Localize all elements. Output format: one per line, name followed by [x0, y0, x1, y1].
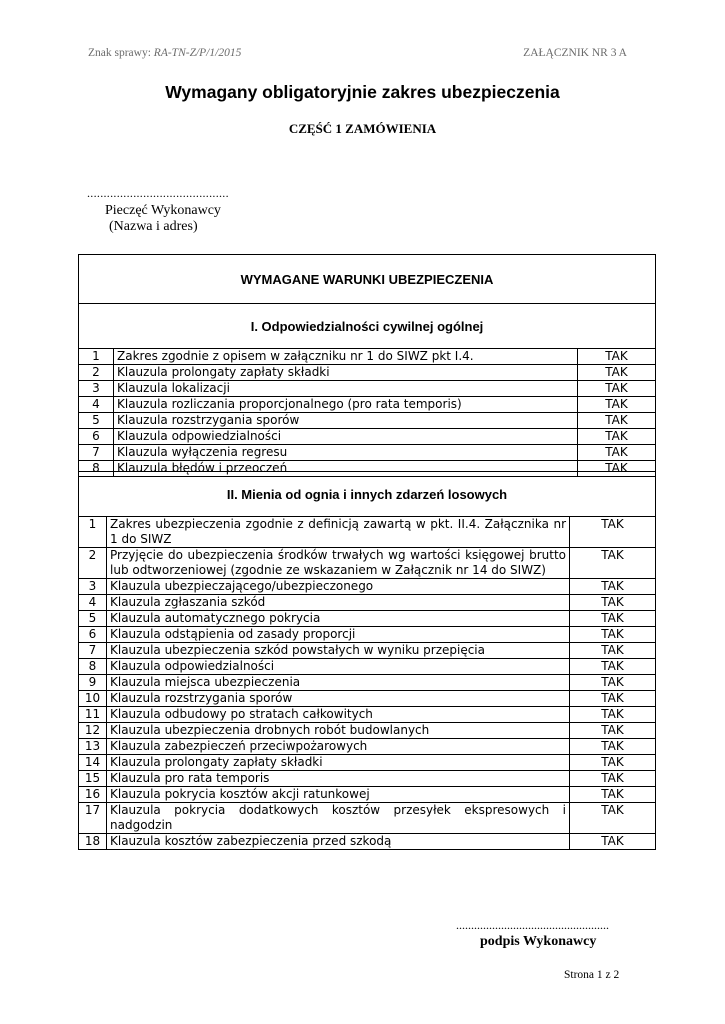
- row-number: 4: [79, 397, 114, 413]
- table-row: [79, 739, 656, 755]
- table-row: [79, 659, 656, 675]
- row-description: Klauzula zabezpieczeń przeciwpożarowych: [107, 739, 570, 755]
- row-description: Klauzula odbudowy po stratach całkowitych: [107, 707, 570, 723]
- row-number: 1: [79, 517, 107, 548]
- row-number: 8: [79, 461, 114, 477]
- row-number: 14: [79, 755, 107, 771]
- row-value: TAK: [578, 365, 656, 381]
- row-number: 11: [79, 707, 107, 723]
- row-number: 12: [79, 723, 107, 739]
- page-number: Strona 1 z 2: [564, 969, 620, 981]
- table-row: [79, 787, 656, 803]
- table-row: [79, 755, 656, 771]
- row-description: Klauzula ubezpieczającego/ubezpieczonego: [107, 579, 570, 595]
- row-value: TAK: [578, 397, 656, 413]
- stamp-dots: ...........................................: [87, 186, 229, 200]
- table-row: [79, 723, 656, 739]
- attachment-label: ZAŁĄCZNIK NR 3 A: [523, 47, 627, 59]
- row-description: Przyjęcie do ubezpieczenia środków trwałych wg wartości księgowej brutto lub odtworzeniowej (zgodnie ze wskazaniem w Załącznik nr 14 do SIWZ): [107, 548, 570, 579]
- row-number: 7: [79, 643, 107, 659]
- row-description: Zakres zgodnie z opisem w załączniku nr 1 do SIWZ pkt I.4.: [114, 349, 578, 365]
- row-number: 5: [79, 413, 114, 429]
- row-number: 7: [79, 445, 114, 461]
- row-description: Klauzula ubezpieczenia drobnych robót budowlanych: [107, 723, 570, 739]
- table-row: [79, 349, 656, 365]
- row-number: 18: [79, 834, 107, 850]
- row-number: 3: [79, 579, 107, 595]
- row-description: Klauzula automatycznego pokrycia: [107, 611, 570, 627]
- row-value: TAK: [570, 834, 656, 850]
- row-value: TAK: [570, 579, 656, 595]
- main-heading-box: [78, 254, 656, 304]
- section2-heading-box: [78, 471, 656, 517]
- case-label: Znak sprawy:: [88, 47, 151, 59]
- row-value: TAK: [570, 771, 656, 787]
- section2-heading: II. Mienia od ognia i innych zdarzeń losowych: [226, 486, 508, 502]
- row-value: TAK: [570, 675, 656, 691]
- row-number: 2: [79, 548, 107, 579]
- document-title: Wymagany obligatoryjnie zakres ubezpieczenia: [165, 82, 560, 102]
- row-number: 8: [79, 659, 107, 675]
- row-value: TAK: [578, 381, 656, 397]
- section1-table: [78, 348, 656, 477]
- case-number-header: [88, 47, 241, 59]
- row-value: TAK: [570, 707, 656, 723]
- row-value: TAK: [578, 349, 656, 365]
- table-row: [79, 517, 656, 548]
- row-description: Klauzula błędów i przeoczeń: [114, 461, 578, 477]
- row-description: Klauzula rozstrzygania sporów: [114, 413, 578, 429]
- document-subtitle: CZĘŚĆ 1 ZAMÓWIENIA: [288, 121, 437, 136]
- row-number: 2: [79, 365, 114, 381]
- case-number: RA-TN-Z/P/1/2015: [153, 47, 242, 59]
- row-description: Klauzula pokrycia kosztów akcji ratunkowej: [107, 787, 570, 803]
- table-row: [79, 397, 656, 413]
- row-value: TAK: [570, 787, 656, 803]
- table-row: [79, 643, 656, 659]
- signature-label: podpis Wykonawcy: [480, 934, 597, 949]
- table-row: [79, 771, 656, 787]
- row-value: TAK: [578, 413, 656, 429]
- row-value: TAK: [570, 691, 656, 707]
- row-description: Klauzula pro rata temporis: [107, 771, 570, 787]
- row-description: Klauzula miejsca ubezpieczenia: [107, 675, 570, 691]
- row-description: Klauzula wyłączenia regresu: [114, 445, 578, 461]
- row-number: 17: [79, 803, 107, 834]
- row-number: 16: [79, 787, 107, 803]
- table-row: [79, 381, 656, 397]
- row-description: Klauzula zgłaszania szkód: [107, 595, 570, 611]
- row-description: Zakres ubezpieczenia zgodnie z definicją zawartą w pkt. II.4. Załącznika nr 1 do SIWZ: [107, 517, 570, 548]
- row-description: Klauzula lokalizacji: [114, 381, 578, 397]
- row-number: 3: [79, 381, 114, 397]
- table-row: [79, 707, 656, 723]
- row-value: TAK: [570, 723, 656, 739]
- row-value: TAK: [578, 445, 656, 461]
- table-row: [79, 691, 656, 707]
- row-description: Klauzula ubezpieczenia szkód powstałych w wyniku przepięcia: [107, 643, 570, 659]
- row-description: Klauzula prolongaty zapłaty składki: [114, 365, 578, 381]
- row-value: TAK: [570, 803, 656, 834]
- section1-heading: I. Odpowiedzialności cywilnej ogólnej: [250, 318, 484, 334]
- row-number: 13: [79, 739, 107, 755]
- row-value: TAK: [570, 755, 656, 771]
- row-description: Klauzula odpowiedzialności: [107, 659, 570, 675]
- row-description: Klauzula rozstrzygania sporów: [107, 691, 570, 707]
- table-row: [79, 579, 656, 595]
- table-row: [79, 365, 656, 381]
- row-number: 1: [79, 349, 114, 365]
- stamp-sublabel: (Nazwa i adres): [109, 219, 198, 234]
- table-row: [79, 595, 656, 611]
- row-description: Klauzula kosztów zabezpieczenia przed szkodą: [107, 834, 570, 850]
- row-value: TAK: [570, 548, 656, 579]
- table-row: [79, 413, 656, 429]
- row-description: Klauzula pokrycia dodatkowych kosztów przesyłek ekspresowych i nadgodzin: [107, 803, 570, 834]
- row-number: 15: [79, 771, 107, 787]
- row-value: TAK: [570, 659, 656, 675]
- row-number: 6: [79, 429, 114, 445]
- row-number: 6: [79, 627, 107, 643]
- table-row: [79, 548, 656, 579]
- table-row: [79, 675, 656, 691]
- row-number: 5: [79, 611, 107, 627]
- table-row: [79, 429, 656, 445]
- table-row: [79, 611, 656, 627]
- section2-table: [78, 516, 656, 850]
- stamp-label: Pieczęć Wykonawcy: [105, 203, 221, 218]
- row-value: TAK: [578, 461, 656, 477]
- row-description: Klauzula rozliczania proporcjonalnego (pro rata temporis): [114, 397, 578, 413]
- row-description: Klauzula odpowiedzialności: [114, 429, 578, 445]
- row-number: 4: [79, 595, 107, 611]
- row-description: Klauzula odstąpienia od zasady proporcji: [107, 627, 570, 643]
- table-row: [79, 803, 656, 834]
- table-row: [79, 627, 656, 643]
- row-value: TAK: [570, 517, 656, 548]
- row-value: TAK: [570, 739, 656, 755]
- row-value: TAK: [570, 643, 656, 659]
- section1-heading-box: [78, 303, 656, 349]
- row-description: Klauzula prolongaty zapłaty składki: [107, 755, 570, 771]
- row-value: TAK: [578, 429, 656, 445]
- row-number: 9: [79, 675, 107, 691]
- table-row: [79, 445, 656, 461]
- row-value: TAK: [570, 627, 656, 643]
- row-number: 10: [79, 691, 107, 707]
- row-value: TAK: [570, 611, 656, 627]
- row-value: TAK: [570, 595, 656, 611]
- main-heading: WYMAGANE WARUNKI UBEZPIECZENIA: [240, 271, 494, 287]
- signature-dots: ...................................................: [456, 918, 609, 932]
- table-row: [79, 834, 656, 850]
